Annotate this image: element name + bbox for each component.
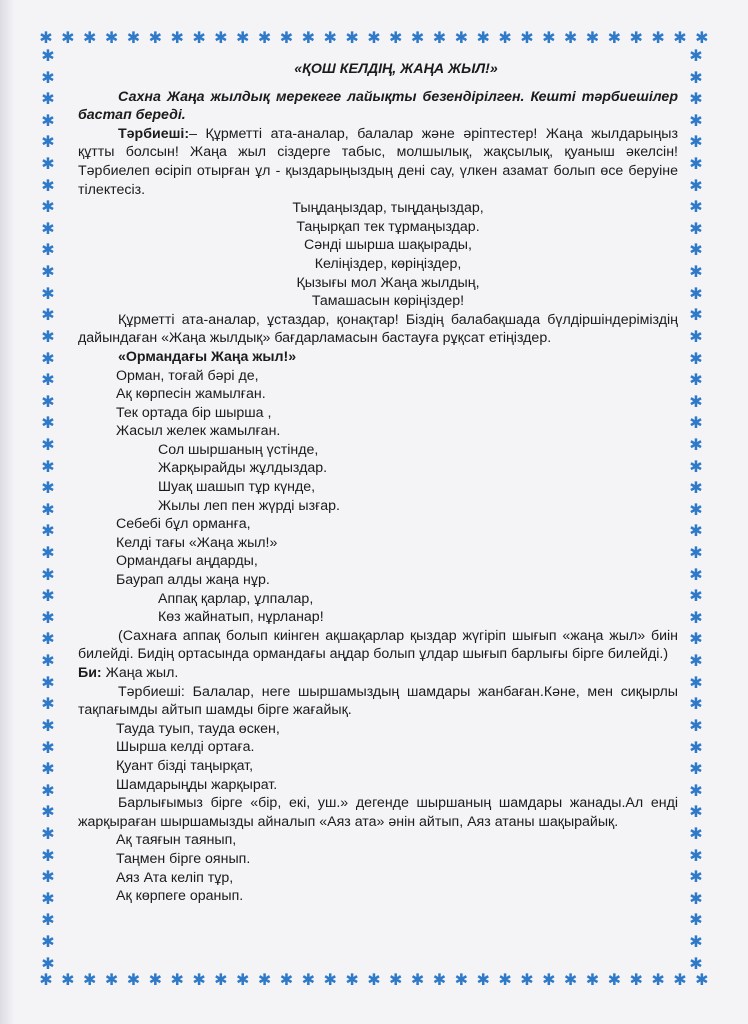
snowflake-icon: ✱ (454, 970, 469, 989)
song-line: Орман, тоғай бәрі де, (116, 367, 259, 384)
snowflake-icon: ✱ (689, 651, 703, 671)
snowflake-icon: ✱ (629, 970, 643, 989)
snowflake-icon: ✱ (39, 970, 53, 989)
poem-line: Тамашасын көріңіздер! (311, 293, 465, 310)
snowflake-icon: ✱ (689, 348, 703, 368)
snowflake-icon: ✱ (41, 888, 55, 908)
snowflake-icon: ✱ (61, 28, 75, 47)
document-body (78, 60, 678, 906)
snowflake-icon: ✱ (170, 970, 184, 989)
snowflake-icon: ✱ (41, 672, 55, 692)
snowflake-icon: ✱ (689, 845, 703, 865)
snowflake-icon: ✱ (104, 970, 119, 989)
intro-paragraph: Сахна Жаңа жылдық мерекеге лайықты безендірілген. Кешті тәрбиешілер бастап береді. (78, 88, 678, 124)
snowflake-icon: ✱ (41, 651, 55, 671)
snowflake-icon: ✱ (607, 970, 622, 989)
song-line: Сол шыршаның үстінде, (158, 441, 319, 458)
snowflake-icon: ✱ (695, 970, 709, 989)
snowflake-icon: ✱ (41, 240, 55, 260)
snowflake-icon: ✱ (689, 543, 703, 563)
snowflake-icon: ✱ (41, 780, 55, 800)
snowflake-icon: ✱ (41, 46, 55, 65)
snowflake-icon: ✱ (689, 564, 703, 584)
snowflake-icon: ✱ (214, 28, 228, 47)
snowflake-icon: ✱ (689, 629, 703, 649)
snowflake-icon: ✱ (454, 28, 469, 47)
snowflake-icon: ✱ (432, 970, 447, 989)
snowflake-icon: ✱ (689, 888, 703, 908)
snowflake-icon: ✱ (236, 970, 250, 989)
snowflake-icon: ✱ (585, 970, 600, 989)
snowflake-icon: ✱ (689, 694, 703, 714)
snowflake-icon: ✱ (689, 283, 703, 303)
snowflake-icon: ✱ (41, 931, 55, 951)
song-line: Көз жайнатып, нұрланар! (158, 609, 324, 626)
snowflake-icon: ✱ (41, 326, 55, 346)
snowflake-icon: ✱ (410, 28, 425, 47)
song-block (78, 367, 678, 627)
poem-line: Қуант бізді таңырқат, (116, 757, 254, 774)
snowflake-icon: ✱ (689, 305, 703, 325)
snowflake-icon: ✱ (301, 970, 316, 989)
snowflake-icon: ✱ (607, 28, 622, 47)
snowflake-icon: ✱ (651, 970, 665, 989)
speech-paragraph-1 (78, 125, 678, 199)
snowflake-icon: ✱ (257, 970, 272, 989)
song-title: «Ормандағы Жаңа жыл!» (118, 348, 297, 365)
snowflake-icon: ✱ (41, 607, 55, 627)
poem-line: Ақ таяғын таянып, (116, 832, 237, 849)
snowflake-icon: ✱ (689, 67, 703, 87)
snowflake-icon: ✱ (689, 456, 703, 476)
snowflake-icon: ✱ (689, 780, 703, 800)
snowflake-icon: ✱ (126, 28, 141, 47)
poem-line: Таңмен бірге оянып. (116, 850, 251, 867)
poem-line: Ақ көрпеге оранып. (116, 888, 244, 905)
snowflake-icon: ✱ (689, 607, 703, 627)
snowflake-icon: ✱ (41, 197, 55, 217)
snowflake-icon: ✱ (41, 629, 55, 649)
snowflake-icon: ✱ (629, 28, 643, 47)
snowflake-icon: ✱ (542, 28, 556, 47)
snowflake-icon: ✱ (41, 478, 55, 498)
song-line: Ормандағы аңдарды, (116, 553, 258, 570)
snowflake-icon: ✱ (41, 413, 55, 433)
song-line: Себебі бұл орманға, (116, 516, 251, 533)
snowflake-icon: ✱ (41, 456, 55, 476)
snowflake-icon: ✱ (689, 370, 703, 390)
poem-line: Тыңдаңыздар, тыңдаңыздар, (292, 200, 484, 217)
snowflake-icon: ✱ (689, 218, 703, 238)
snowflake-icon: ✱ (104, 28, 119, 47)
snowflake-border-left (40, 48, 56, 972)
snowflake-icon: ✱ (41, 67, 55, 87)
snowflake-icon: ✱ (301, 28, 316, 47)
snowflake-icon: ✱ (41, 154, 55, 174)
snowflake-icon: ✱ (279, 970, 294, 989)
snowflake-icon: ✱ (367, 28, 381, 47)
snowflake-icon: ✱ (689, 262, 703, 282)
song-line: Жасыл желек жамылған. (116, 423, 281, 440)
song-line: Ақ көрпесін жамылған. (116, 386, 266, 403)
song-line: Аппақ қарлар, ұлпалар, (158, 590, 314, 607)
snowflake-icon: ✱ (651, 28, 665, 47)
snowflake-icon: ✱ (41, 434, 55, 454)
dance-line (78, 664, 678, 683)
snowflake-icon: ✱ (61, 970, 75, 989)
snowflake-icon: ✱ (520, 28, 534, 47)
snowflake-icon: ✱ (279, 28, 294, 47)
snowflake-icon: ✱ (689, 413, 703, 433)
poem-line: Таңырқап тек тұрмаңыздар. (296, 218, 480, 235)
snowflake-icon: ✱ (367, 970, 381, 989)
snowflake-icon: ✱ (689, 175, 703, 195)
snowflake-icon: ✱ (214, 970, 228, 989)
poem-block-1 (78, 199, 678, 311)
snowflake-icon: ✱ (689, 154, 703, 174)
snowflake-border-top (38, 30, 710, 46)
snowflake-icon: ✱ (41, 543, 55, 563)
binding-shadow (0, 0, 14, 1024)
snowflake-icon: ✱ (41, 694, 55, 714)
snowflake-icon: ✱ (148, 970, 162, 989)
snowflake-icon: ✱ (689, 672, 703, 692)
snowflake-icon: ✱ (41, 802, 55, 822)
snowflake-icon: ✱ (498, 970, 512, 989)
snowflake-icon: ✱ (689, 89, 703, 109)
snowflake-icon: ✱ (689, 737, 703, 757)
snowflake-icon: ✱ (585, 28, 600, 47)
snowflake-icon: ✱ (389, 28, 403, 47)
snowflake-icon: ✱ (41, 823, 55, 843)
snowflake-icon: ✱ (689, 46, 703, 65)
speech-paragraph-2: Құрметті ата-аналар, ұстаздар, қонақтар! Біздің балабақшада бүлдіршіндеріміздің дайындаған «Жаңа жылдық» бағдарламасын бастауға рұқсат етіңіздер. (78, 311, 678, 347)
snowflake-icon: ✱ (689, 953, 703, 973)
snowflake-icon: ✱ (126, 970, 141, 989)
snowflake-icon: ✱ (41, 910, 55, 930)
snowflake-icon: ✱ (41, 110, 55, 130)
poem-block-2 (78, 720, 678, 794)
snowflake-icon: ✱ (689, 715, 703, 735)
snowflake-icon: ✱ (41, 586, 55, 606)
song-line: Баурап алды жаңа нұр. (116, 572, 270, 589)
snowflake-icon: ✱ (689, 434, 703, 454)
snowflake-icon: ✱ (689, 240, 703, 260)
snowflake-icon: ✱ (673, 28, 687, 47)
snowflake-icon: ✱ (345, 970, 359, 989)
snowflake-icon: ✱ (41, 370, 55, 390)
snowflake-icon: ✱ (410, 970, 425, 989)
snowflake-icon: ✱ (41, 521, 55, 541)
snowflake-icon: ✱ (41, 262, 55, 282)
speech-paragraph-3: Тәрбиеші: Балалар, неге шыршамыздың шамдары жанбаған.Кәне, мен сиқырлы тақпағымды айтып шамды бірге жағайық. (78, 683, 678, 719)
snowflake-icon: ✱ (83, 970, 97, 989)
poem-line: Тауда туып, тауда өскен, (116, 720, 280, 737)
snowflake-icon: ✱ (345, 28, 359, 47)
snowflake-icon: ✱ (563, 28, 578, 47)
snowflake-icon: ✱ (689, 823, 703, 843)
snowflake-icon: ✱ (689, 586, 703, 606)
song-line: Шуақ шашып тұр күнде, (158, 479, 316, 496)
snowflake-icon: ✱ (41, 564, 55, 584)
song-line: Жарқырайды жұлдыздар. (158, 460, 328, 477)
snowflake-icon: ✱ (476, 970, 490, 989)
snowflake-icon: ✱ (39, 28, 53, 47)
snowflake-icon: ✱ (689, 110, 703, 130)
snowflake-icon: ✱ (520, 970, 534, 989)
snowflake-icon: ✱ (41, 89, 55, 109)
snowflake-icon: ✱ (41, 499, 55, 519)
song-line: Келді тағы «Жаңа жыл!» (116, 534, 278, 551)
snowflake-icon: ✱ (689, 326, 703, 346)
snowflake-icon: ✱ (695, 28, 709, 47)
dance-text: Жаңа жыл. (105, 665, 179, 681)
snowflake-icon: ✱ (673, 970, 687, 989)
dance-label: Би: (78, 665, 102, 681)
snowflake-icon: ✱ (432, 28, 447, 47)
snowflake-border-right (688, 48, 704, 972)
snowflake-icon: ✱ (389, 970, 403, 989)
snowflake-border-bottom (38, 972, 710, 988)
snowflake-icon: ✱ (41, 845, 55, 865)
snowflake-icon: ✱ (689, 197, 703, 217)
snowflake-icon: ✱ (41, 759, 55, 779)
snowflake-icon: ✱ (41, 715, 55, 735)
snowflake-icon: ✱ (689, 759, 703, 779)
poem-line: Сәнді шырша шақырады, (304, 237, 472, 254)
snowflake-icon: ✱ (689, 391, 703, 411)
snowflake-icon: ✱ (542, 970, 556, 989)
poem-line: Қызығы мол Жаңа жылдың, (296, 274, 480, 291)
song-line: Жылы леп пен жүрді ызғар. (158, 497, 340, 514)
stage-direction: (Сахнаға аппақ болып киінген ақшақарлар қыздар жүгіріп шығып «жаңа жыл» биін билейді. Бидің ортасында ормандағы аңдар болып ұлдар шығып барлығы бірге билейді.) (78, 627, 678, 663)
snowflake-icon: ✱ (257, 28, 272, 47)
snowflake-icon: ✱ (689, 802, 703, 822)
poem-line: Шырша келді ортаға. (116, 739, 255, 756)
song-line: Тек ортада бір шырша , (116, 404, 272, 421)
snowflake-icon: ✱ (236, 28, 250, 47)
snowflake-icon: ✱ (41, 391, 55, 411)
snowflake-icon: ✱ (41, 305, 55, 325)
snowflake-icon: ✱ (170, 28, 184, 47)
snowflake-icon: ✱ (41, 218, 55, 238)
snowflake-icon: ✱ (41, 348, 55, 368)
snowflake-icon: ✱ (689, 521, 703, 541)
snowflake-icon: ✱ (41, 283, 55, 303)
snowflake-icon: ✱ (192, 28, 206, 47)
snowflake-icon: ✱ (323, 970, 337, 989)
snowflake-icon: ✱ (83, 28, 97, 47)
snowflake-icon: ✱ (563, 970, 578, 989)
snowflake-icon: ✱ (689, 867, 703, 887)
poem-block-3 (78, 831, 678, 905)
poem-line: Шамдарыңды жарқырат. (116, 776, 278, 793)
snowflake-icon: ✱ (148, 28, 162, 47)
snowflake-icon: ✱ (192, 970, 206, 989)
snowflake-icon: ✱ (689, 478, 703, 498)
snowflake-icon: ✱ (498, 28, 512, 47)
snowflake-icon: ✱ (41, 867, 55, 887)
snowflake-icon: ✱ (323, 28, 337, 47)
snowflake-icon: ✱ (41, 175, 55, 195)
snowflake-icon: ✱ (689, 132, 703, 152)
snowflake-icon: ✱ (689, 499, 703, 519)
snowflake-icon: ✱ (41, 132, 55, 152)
speech-text: – Құрметті ата-аналар, балалар және әріптестер! Жаңа жылдарыңыз құтты болсын! Жаңа жыл сіздерге табыс, молшылық, жақсылық, қуаныш әкелсін! Тәрбиелеп өсіріп отырған ұл - қыздарыңыздың дені сау, үлкен азамат болып өсе беруіне тілектесіз. (78, 125, 678, 198)
document-title: «ҚОШ КЕЛДІҢ, ЖАҢА ЖЫЛ!» (294, 61, 498, 77)
snowflake-icon: ✱ (689, 931, 703, 951)
poem-line: Келіңіздер, көріңіздер, (314, 255, 462, 272)
speech-paragraph-4: Барлығымыз бірге «бір, екі, уш.» дегенде шыршаның шамдары жанады.Ал енді жарқыраған шыршамызды айналып «Аяз ата» әнін айтып, Аяз атаны шақырайық. (78, 795, 678, 830)
snowflake-icon: ✱ (41, 737, 55, 757)
speaker-label: Тәрбиеші: (118, 125, 190, 142)
snowflake-icon: ✱ (41, 953, 55, 973)
snowflake-icon: ✱ (689, 910, 703, 930)
snowflake-icon: ✱ (476, 28, 490, 47)
poem-line: Аяз Ата келіп тұр, (116, 869, 234, 886)
